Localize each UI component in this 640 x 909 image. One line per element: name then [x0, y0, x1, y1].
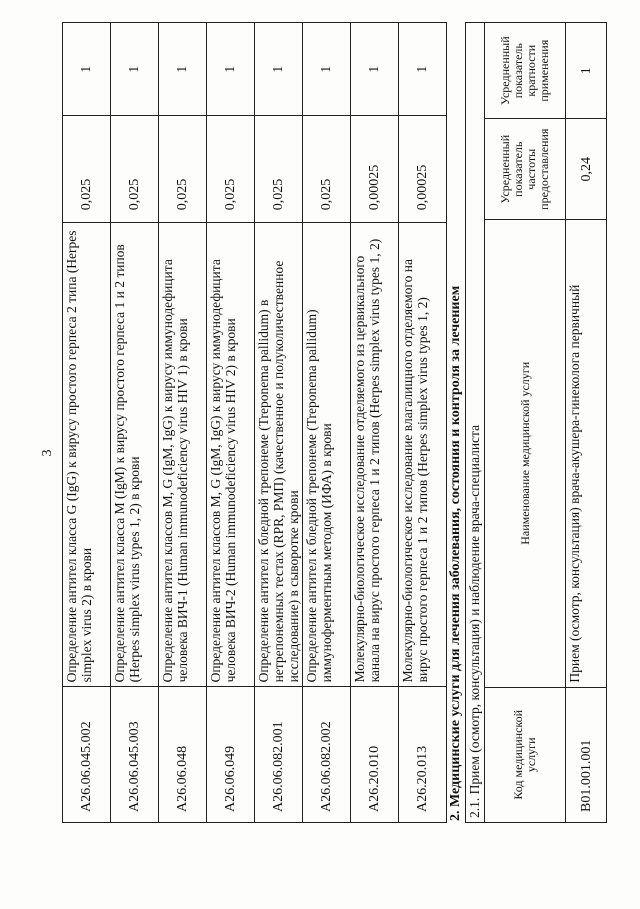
section-heading: 2. Медицинские услуги для лечения заболевания, состояния и контроля за лечением	[448, 285, 463, 821]
service-code: A26.20.010	[351, 687, 399, 823]
table-row	[207, 23, 255, 823]
service-frequency: 0,025	[111, 116, 159, 223]
service-frequency: 0,00025	[399, 116, 447, 223]
service-code: A26.06.045.002	[63, 687, 111, 823]
service-code: B01.001.001	[566, 687, 607, 822]
service-name: Молекулярно-биологическое исследование влагалищного отделяемого на вирус простого герпеса 1 и 2 типов (Herpes simplex virus types 1, 2)	[399, 223, 447, 687]
service-code: A26.06.049	[207, 687, 255, 823]
service-multiplicity: 1	[399, 23, 447, 116]
service-multiplicity: 1	[111, 23, 159, 116]
service-code: A26.06.082.001	[255, 687, 303, 823]
service-name: Определение антител к бледной трепонеме (Treponema pallidum) иммуноферментным методом (ИФА) в крови	[303, 223, 351, 687]
service-frequency: 0,025	[63, 116, 111, 223]
table-header-row	[485, 23, 566, 823]
services-table-treatment	[465, 22, 607, 823]
service-name: Определение антител классов M, G (IgM, IgG) к вирусу иммунодефицита человека ВИЧ-1 (Human immunodeficiency virus HIV 1) в крови	[159, 223, 207, 687]
table-row	[63, 23, 111, 823]
service-multiplicity: 1	[159, 23, 207, 116]
table-row	[255, 23, 303, 823]
service-code: A26.20.013	[399, 687, 447, 823]
table-row	[111, 23, 159, 823]
service-name: Определение антител класса M (IgM) к вирусу простого герпеса 1 и 2 типов (Herpes simplex virus types 1, 2) в крови	[111, 223, 159, 687]
service-name: Определение антител класса G (IgG) к вирусу простого герпеса 2 типа (Herpes simplex virus 2) в крови	[63, 223, 111, 687]
service-multiplicity: 1	[207, 23, 255, 116]
service-frequency: 0,025	[159, 116, 207, 223]
service-name: Прием (осмотр, консультация) врача-акушера-гинеколога первичный	[566, 220, 607, 688]
service-code: A26.06.048	[159, 687, 207, 823]
service-frequency: 0,025	[255, 116, 303, 223]
services-table-diagnostics	[62, 22, 447, 823]
service-frequency: 0,24	[566, 119, 607, 220]
table-row	[566, 23, 607, 823]
service-name: Определение антител классов M, G (IgM, IgG) к вирусу иммунодефицита человека ВИЧ-2 (Human immunodeficiency virus HIV 2) в крови	[207, 223, 255, 687]
service-multiplicity: 1	[255, 23, 303, 116]
table-row	[303, 23, 351, 823]
table-row	[399, 23, 447, 823]
service-code: A26.06.082.002	[303, 687, 351, 823]
service-name: Молекулярно-биологическое исследование отделяемого из цервикального канала на вирус простого герпеса 1 и 2 типов (Herpes simplex virus types 1, 2)	[351, 223, 399, 687]
service-multiplicity: 1	[566, 23, 607, 119]
service-multiplicity: 1	[63, 23, 111, 116]
header-frequency: Усредненный показатель частоты предоставления	[485, 119, 566, 220]
service-frequency: 0,025	[207, 116, 255, 223]
table-row	[159, 23, 207, 823]
service-frequency: 0,00025	[351, 116, 399, 223]
page-number: 3	[40, 449, 55, 457]
header-name: Наименование медицинской услуги	[485, 220, 566, 688]
service-code: A26.06.045.003	[111, 687, 159, 823]
service-frequency: 0,025	[303, 116, 351, 223]
header-multiplicity: Усредненный показатель кратности применения	[485, 23, 566, 119]
subsection-heading: 2.1. Прием (осмотр, консультация) и наблюдение врача-специалиста	[466, 23, 485, 823]
service-multiplicity: 1	[303, 23, 351, 116]
table-row	[351, 23, 399, 823]
service-name: Определение антител к бледной трепонеме (Treponema pallidum) в нетрепонемных тестах (RPR, РМП) (качественное и полуколичественное исследование) в сыворотке крови	[255, 223, 303, 687]
subsection-row	[466, 23, 485, 823]
header-code: Код медицинской услуги	[485, 687, 566, 822]
service-multiplicity: 1	[351, 23, 399, 116]
